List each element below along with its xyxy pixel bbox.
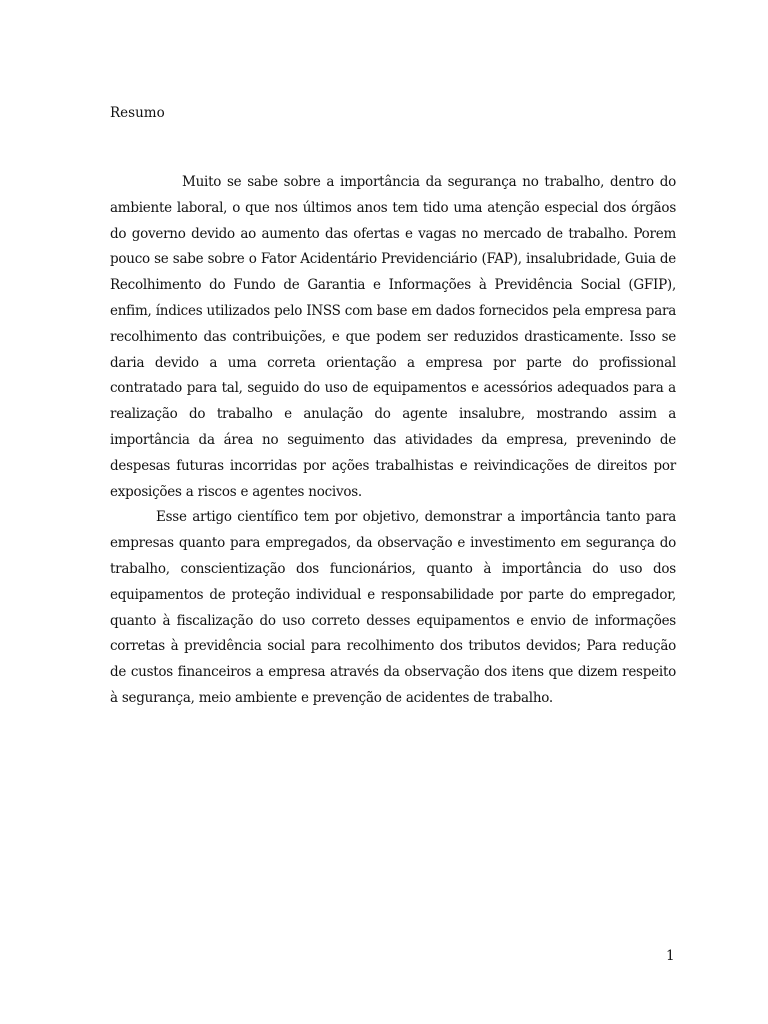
paragraph-2: Esse artigo científico tem por objetivo, demonstrar a importância tanto para empresas quanto para empregados, da observação e investimento em segurança do trabalho, conscientização dos funcionários, quanto à importância do uso dos equipamentos de proteção individual e responsabilidade por parte do empregador, quanto à fiscalização do uso correto desses equipamentos e envio de informações corretas à previdência social para recolhimento dos tributos devidos; Para redução de custos financeiros a empresa através da observação dos itens que dizem respeito à segurança, meio ambiente e prevenção de acidentes de trabalho.: [110, 509, 676, 706]
abstract-body: [110, 170, 676, 712]
page-number: 1: [666, 948, 675, 964]
paragraph-1: Muito se sabe sobre a importância da segurança no trabalho, dentro do ambiente laboral, o que nos últimos anos tem tido uma atenção especial dos órgãos do governo devido ao aumento das ofertas e vagas no mercado de trabalho. Porem pouco se sabe sobre o Fator Acidentário Previdenciário (FAP), insalubridade, Guia de Recolhimento do Fundo de Garantia e Informações à Previdência Social (GFIP), enfim, índices utilizados pelo INSS com base em dados fornecidos pela empresa para recolhimento das contribuições, e que podem ser reduzidos drasticamente. Isso se daria devido a uma correta orientação a empresa por parte do profissional contratado para tal, seguido do uso de equipamentos e acessórios adequados para a realização do trabalho e anulação do agente insalubre, mostrando assim a importância da área no seguimento das atividades da empresa, prevenindo de despesas futuras incorridas por ações trabalhistas e reivindicações de direitos por exposições a riscos e agentes nocivos.: [110, 174, 676, 500]
section-heading: Resumo: [110, 105, 165, 121]
